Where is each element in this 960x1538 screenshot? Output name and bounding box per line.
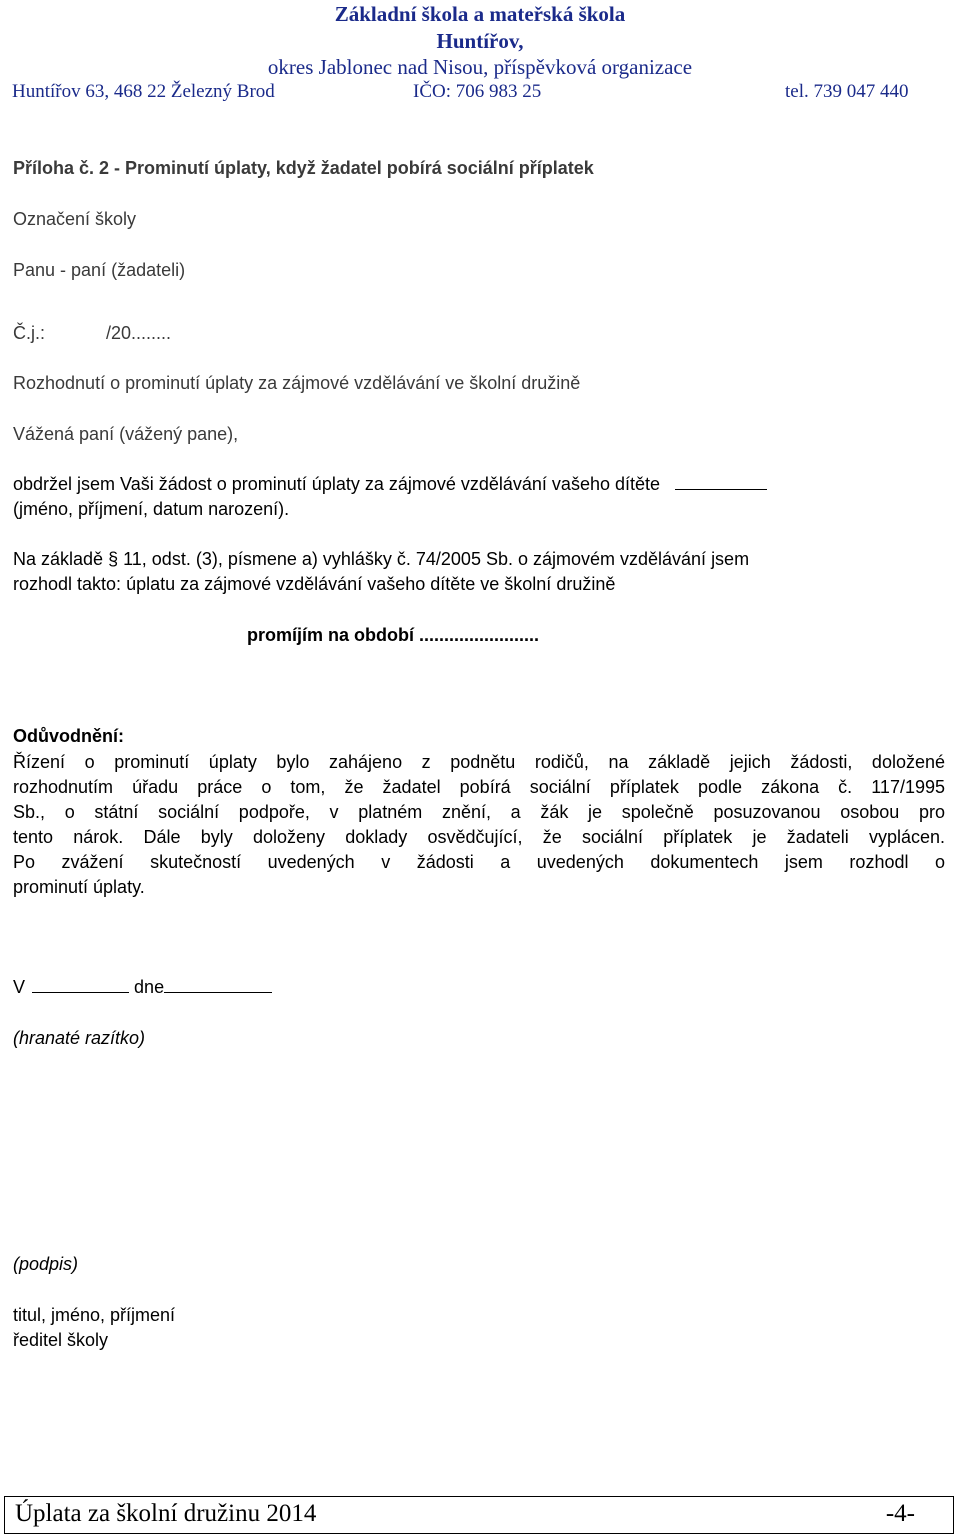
legal-basis-line [13, 549, 749, 570]
justification-line: tento nárok. Dále byly doloženy doklady osvědčující, že sociální příplatek je žadateli vyplácen. [13, 827, 945, 847]
reference-label: Č.j.: [13, 323, 46, 343]
school-address: Huntířov 63, 468 22 Železný Brod [12, 81, 275, 102]
date-label: dne [134, 977, 165, 997]
place-blank [32, 992, 129, 993]
section-sign: § [108, 549, 119, 569]
signer-title: titul, jméno, příjmení [13, 1305, 176, 1325]
justification-line: Řízení o prominutí úplaty bylo zahájeno z podnětu rodičů, na základě jejich žádosti, doložené [13, 752, 945, 772]
school-phone: tel. 739 047 440 [785, 81, 909, 102]
justification-line: Po zvážení skutečností uvedených v žádosti a uvedených dokumentech jsem rozhodl o [13, 852, 945, 872]
addressee: Panu - paní (žadateli) [13, 260, 186, 280]
legal-basis-rest: 11, odst. (3), písmene a) vyhlášky č. 74/2005 Sb. o zájmovém vzdělávání jsem [123, 549, 750, 569]
legal-basis-start: Na základě [13, 549, 104, 569]
request-detail: (jméno, příjmení, datum narození). [13, 499, 290, 519]
school-ico: IČO: 706 983 25 [413, 81, 542, 102]
decision-text: rozhodl takto: úplatu za zájmové vzdělávání vašeho dítěte ve školní družině [13, 574, 616, 594]
place-label: V [13, 977, 26, 997]
decision-title: Rozhodnutí o prominutí úplaty za zájmové vzdělávání ve školní družině [13, 373, 581, 393]
school-village: Huntířov, [436, 29, 524, 53]
justification-line: rozhodnutím úřadu práce o tom, že žadatel pobírá sociální příplatek podle zákona č. 117/1995 [13, 777, 945, 797]
justification-label: Odůvodnění: [13, 726, 124, 746]
child-name-blank [675, 489, 767, 490]
salutation: Vážená paní (vážený pane), [13, 424, 239, 444]
decision-waiver: promíjím na období ........................ [247, 625, 540, 645]
school-name: Základní škola a mateřská škola [334, 2, 626, 26]
request-line [13, 474, 767, 495]
school-mark: Označení školy [13, 209, 137, 229]
justification-text [13, 750, 945, 900]
signer-role: ředitel školy [13, 1330, 109, 1350]
justification-line: Sb., o státní sociální podpoře, v platném znění, a žák je společně posuzovanou osobou pro [13, 802, 945, 822]
footer-title: Úplata za školní družinu 2014 [15, 1500, 317, 1527]
request-text: obdržel jsem Vaši žádost o prominutí úplaty za zájmové vzdělávání vašeho dítěte [13, 474, 661, 494]
attachment-title: Příloha č. 2 - Prominutí úplaty, když žadatel pobírá sociální příplatek [13, 158, 594, 178]
date-blank [164, 992, 272, 993]
signature-placeholder: (podpis) [13, 1254, 79, 1274]
page-footer [4, 1496, 954, 1534]
place-date-line [13, 977, 272, 998]
justification-line: prominutí úplaty. [13, 877, 145, 897]
reference-value: /20........ [106, 323, 172, 343]
stamp-placeholder: (hranaté razítko) [13, 1028, 146, 1048]
school-district: okres Jablonec nad Nisou, příspěvková organizace [267, 55, 693, 79]
page-number: -4- [885, 1500, 915, 1527]
